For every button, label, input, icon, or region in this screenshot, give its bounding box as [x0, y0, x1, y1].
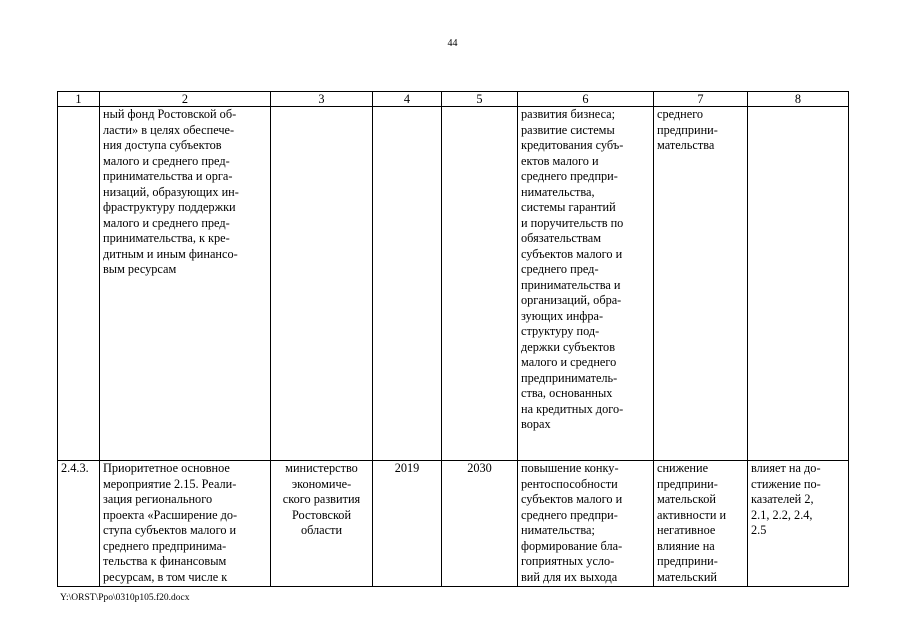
cell-expected-result: развития бизнеса; развитие системы кредитования субъ- ектов малого и среднего предпри- нимательства, системы гарантий и поручительств по обязательствам субъектов малого и среднего пред- принимательства и организаций, обра- зующих инфра- структуру под- держки субъектов малого и среднего предприниматель- ства, основанных на кредитных дого- ворах — [518, 107, 654, 461]
header-cell: 6 — [518, 92, 654, 107]
page-number: 44 — [447, 38, 458, 49]
cell-number — [58, 107, 100, 461]
cell-indicators — [748, 107, 849, 461]
header-cell: 7 — [654, 92, 748, 107]
cell-start-year — [373, 107, 442, 461]
header-cell: 1 — [58, 92, 100, 107]
cell-consequences: среднего предприни- мательства — [654, 107, 748, 461]
cell-start-year: 2019 — [373, 461, 442, 587]
cell-end-year: 2030 — [442, 461, 518, 587]
cell-end-year — [442, 107, 518, 461]
table-row — [58, 461, 849, 587]
header-cell: 3 — [271, 92, 373, 107]
cell-measure-name: Приоритетное основное мероприятие 2.15. Реали- зация регионального проекта «Расширение до- ступа субъектов малого и среднего предпринима- тельства к финансовым ресурсам, в том числе к — [100, 461, 271, 587]
table-row — [58, 107, 849, 461]
cell-expected-result: повышение конку- рентоспособности субъектов малого и среднего предпри- нимательства; формирование бла- гоприятных усло- вий для их выхода — [518, 461, 654, 587]
header-cell: 4 — [373, 92, 442, 107]
measures-table — [57, 91, 849, 587]
cell-executor — [271, 107, 373, 461]
header-cell: 8 — [748, 92, 849, 107]
cell-consequences: снижение предприни- мательской активности и негативное влияние на предприни- мательский — [654, 461, 748, 587]
header-cell: 5 — [442, 92, 518, 107]
header-row — [58, 92, 849, 107]
cell-indicators: влияет на до- стижение по- казателей 2, 2.1, 2.2, 2.4, 2.5 — [748, 461, 849, 587]
file-path-footer: Y:\ORST\Ppo\0310p105.f20.docx — [60, 593, 190, 603]
header-cell: 2 — [100, 92, 271, 107]
cell-number: 2.4.3. — [58, 461, 100, 587]
cell-executor: министерство экономиче- ского развития Ростовской области — [271, 461, 373, 587]
cell-measure-name: ный фонд Ростовской об- ласти» в целях обеспече- ния доступа субъектов малого и среднего пред- принимательства и орга- низаций, образующих ин- фраструктуру поддержки малого и среднего пред- принимательства, к кре- дитным и иным финансо- вым ресурсам — [100, 107, 271, 461]
